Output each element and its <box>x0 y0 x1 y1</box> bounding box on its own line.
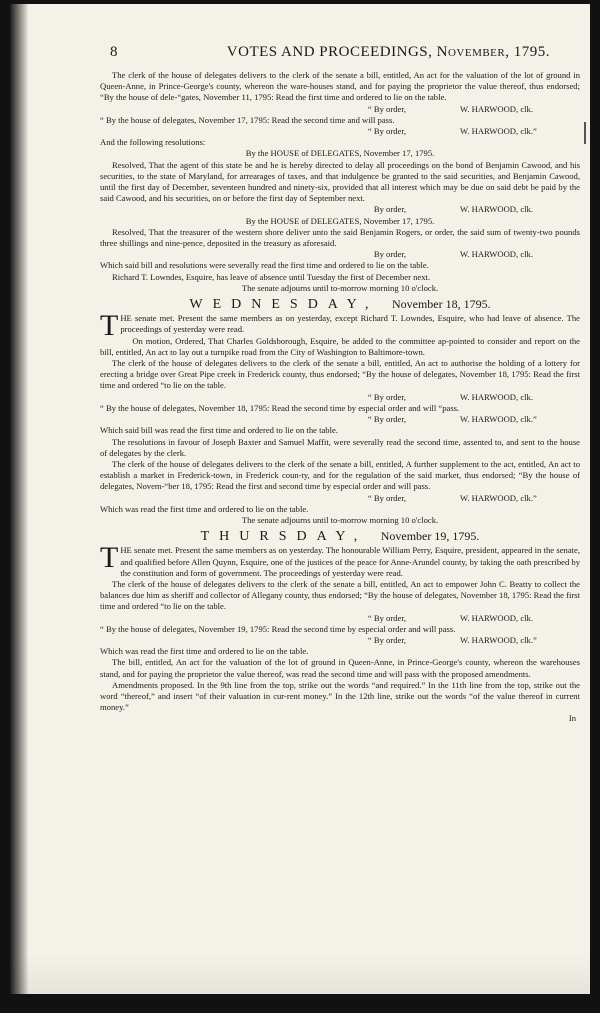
page-number: 8 <box>110 44 118 60</box>
by-house-heading: By the HOUSE of DELEGATES, November 17, 1795. <box>245 148 435 159</box>
page-title: VOTES AND PROCEEDINGS, November, 1795. <box>226 44 550 60</box>
paragraph-second-reading: “ By the house of delegates, November 17, 1795: Read the second time and will pass. <box>100 114 395 125</box>
paragraph-second-reading: “ By the house of delegates, November 18, 1795: Read the second time by especial order and will “pass. <box>100 402 460 413</box>
paragraph-amendments: Amendments proposed. In the 9th line from the top, strike out the words “and required.” In the 11th line from the top, strike out the word “thereof,” and insert “of their valuation in cur-rent money.” In the 12th line, strike out the words “of the value thereof in current money.” <box>100 679 580 713</box>
paragraph-first-reading: Which was read the first time and ordered to lie on the table. <box>100 646 309 657</box>
resolutions-intro: And the following resolutions: <box>100 137 206 148</box>
day-heading-wednesday: WEDNESDAY, November 18, 1795. <box>189 297 491 313</box>
resolved-cawood: Resolved, That the agent of this state be and he is hereby directed to delay all proceedings on the bond of Benjamin Cawood, and his securities, to the state of Maryland, for arrearages of taxes, and that indulgence be granted to the said securities, and Benjamin Cawood, until the first day of December, seventeen hundred and ninety-six, provided that all interest which may be due on said debt be paid by the said Cawood, and his securities, on or before the first day of September next. <box>100 159 580 204</box>
page-body <box>100 70 580 725</box>
paragraph-first-reading: Which said bill was read the first time and ordered to lie on the table. <box>100 425 338 436</box>
paragraph-lottery-bill: The clerk of the house of delegates delivers to the clerk of the senate a bill, entitled, An act to authorise the holding of a lottery for erecting a bridge over Great Pipe creek in Frederick county, thus endorsed; “By the house of delegates, November 18, 1795: Read the first time and ordered “to lie on the table. <box>100 358 580 391</box>
running-header <box>110 44 550 61</box>
adjournment-line: The senate adjourns until to-morrow morning 10 o'clock. <box>241 514 439 525</box>
paragraph-lowndes-leave: Richard T. Lowndes, Esquire, has leave of absence until Tuesday the first of December next. <box>112 271 431 282</box>
paragraph-second-reading: “ By the house of delegates, November 19, 1795: Read the second time by especial order and will pass. <box>100 623 456 634</box>
signature-line: “ By order, W. HARWOOD, clk. <box>367 103 533 114</box>
paragraph-senate-met: HE senate met. Present the same members as on yesterday, except Richard T. Lowndes, Esquire, who had leave of absence. The proceedings of yesterday were read. <box>120 313 580 335</box>
catchword: In <box>568 713 576 724</box>
adjournment-line: The senate adjourns until to-morrow morning 10 o'clock. <box>241 282 439 293</box>
signature-line: By order, W. HARWOOD, clk. <box>373 249 533 260</box>
drop-cap: T <box>100 541 119 575</box>
paragraph-beatty-bill: The clerk of the house of delegates delivers to the clerk of the senate a bill, entitled, An act to empower John C. Beatty to collect the balances due him as sheriff and collector of Allegany county, thus endorsed; “By the house of delegates, November 18, 1795: Read the first time and ordered “to lie on the table. <box>100 578 580 612</box>
paragraph-queen-anne-second: The bill, entitled, An act for the valuation of the lot of ground in Queen-Anne, in Prince-George's county, whereon the warehouses stand, and for paying the proprietor the value thereof, was read the second time and will pass with the proposed amendments. <box>100 657 580 679</box>
paragraph-market-bill: The clerk of the house of delegates delivers to the clerk of the senate a bill, entitled, A further supplement to the act, entitled, An act to establish a market in Frederick-town, in Frederick coun-ty, and for the regulation of the said market, thus endorsed; “By the house of delegates, Novem-“ber 18, 1795: Read the first and second time by especial order and will pass. <box>100 458 580 492</box>
day-heading-thursday: THURSDAY, November 19, 1795. <box>200 529 480 545</box>
signature-line: “ By order, W. HARWOOD, clk.” <box>367 126 537 137</box>
paragraph-severally-read: Which said bill and resolutions were severally read the first time and ordered to lie on the table. <box>100 260 429 271</box>
signature-line: “ By order, W. HARWOOD, clk.” <box>367 414 537 425</box>
paragraph-goldsborough: On motion, Ordered, That Charles Goldsborough, Esquire, be added to the committee ap-pointed to consider and report on the bill, entitled, An act to lay out a turnpike road from the City of Washington to Baltimore-town. <box>100 335 580 357</box>
binding-gutter <box>10 4 28 994</box>
paragraph-queen-anne-bill: The clerk of the house of delegates delivers to the clerk of the senate a bill, entitled, An act for the valuation of the lot of ground in Queen-Anne, in Prince-George's county, whereon the ware-houses stand, and for paying the proprietor the value thereof, thus endorsed; “By the house of dele-“gates, November 11, 1795: Read the first time and ordered to lie on the table. <box>100 70 580 103</box>
document-page <box>10 4 590 994</box>
drop-cap: T <box>100 309 119 343</box>
paragraph-first-reading: Which was read the first time and ordered to lie on the table. <box>100 503 309 514</box>
page-shadow <box>10 954 590 994</box>
signature-line: “ By order, W. HARWOOD, clk. <box>367 391 533 402</box>
signature-line: By order, W. HARWOOD, clk. <box>373 204 533 215</box>
signature-line: “ By order, W. HARWOOD, clk.” <box>367 634 537 645</box>
edge-mark <box>584 122 586 144</box>
resolved-rogers: Resolved, That the treasurer of the western shore deliver unto the said Benjamin Rogers, or order, the said sum of twenty-two pounds three shillings and nine-pence, deposited in the treasury as aforesaid. <box>100 226 580 249</box>
signature-line: “ By order, W. HARWOOD, clk. <box>367 612 533 623</box>
paragraph-senate-met: HE senate met. Present the same members as on yesterday. The honourable William Perry, Esquire, president, appeared in the senate, and qualified before Allen Quynn, Esquire, one of the justices of the peace for Anne-Arundel county, by taking the oath prescribed by the constitution and form of government. The proceedings of yesterday were read. <box>120 545 580 578</box>
paragraph-baxter-maffit: The resolutions in favour of Joseph Baxter and Samuel Maffit, were severally read the second time, assented to, and sent to the house of delegates by the clerk. <box>100 436 580 458</box>
signature-line: “ By order, W. HARWOOD, clk.” <box>367 492 537 503</box>
by-house-heading: By the HOUSE of DELEGATES, November 17, 1795. <box>245 215 435 226</box>
